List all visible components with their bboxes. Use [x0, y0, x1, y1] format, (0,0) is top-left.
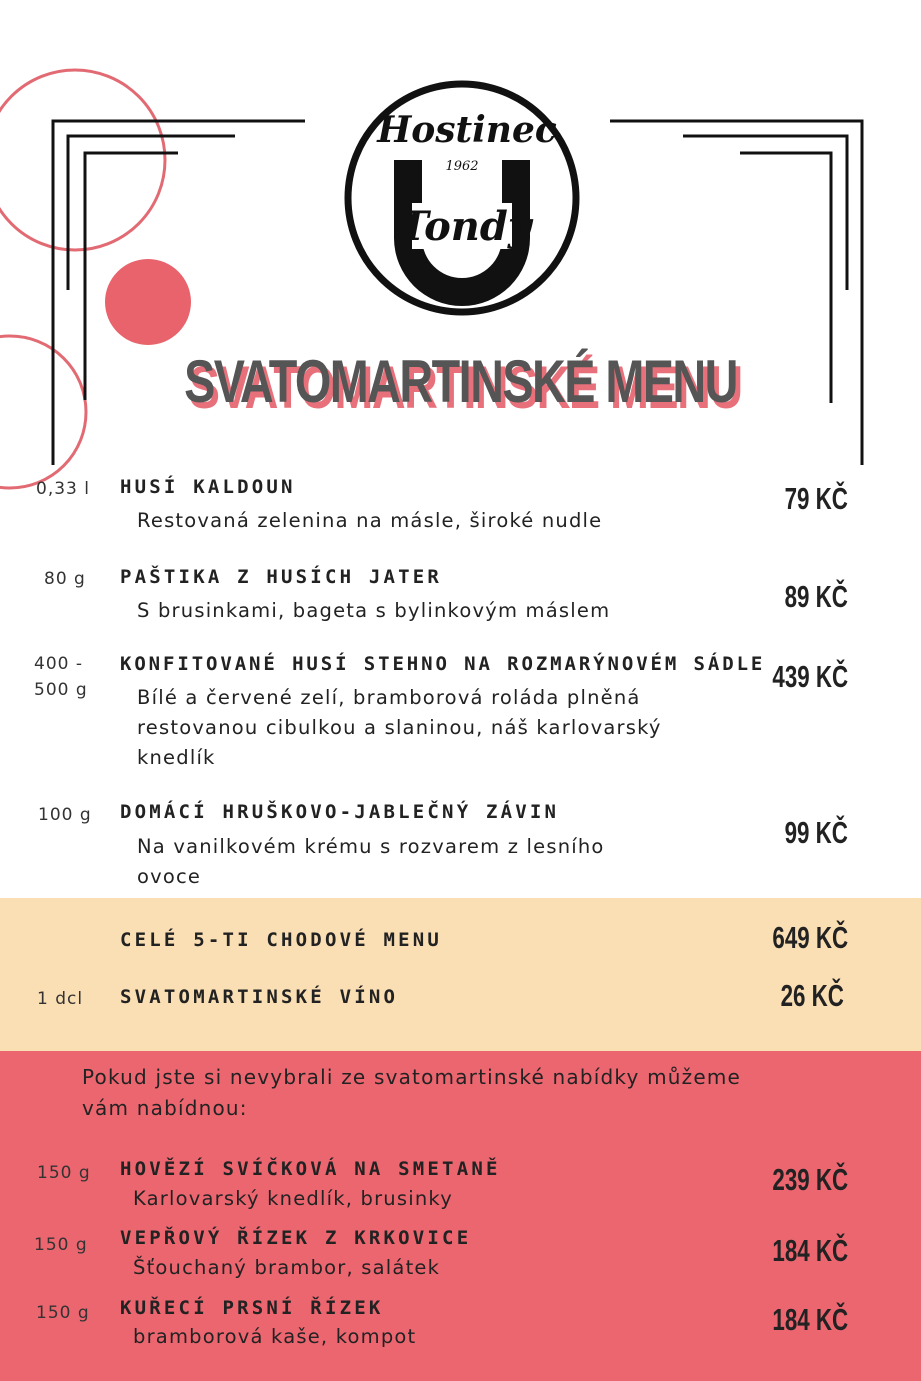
extra-item-price: 239 KČ [772, 1162, 848, 1197]
item-description: Na vanilkovém krému s rozvarem z lesního [137, 835, 605, 858]
item-price: 79 KČ [784, 481, 848, 516]
extra-item-name: KUŘECÍ PRSNÍ ŘÍZEK [120, 1297, 384, 1319]
logo-top-word: Hostinec [377, 109, 557, 151]
extra-item-weight: 150 g [34, 1235, 88, 1255]
extra-item-name: VEPŘOVÝ ŘÍZEK Z KRKOVICE [120, 1227, 472, 1249]
extra-item-description: Šťouchaný brambor, salátek [133, 1256, 441, 1279]
item-description: Bílé a červené zelí, bramborová roláda plněná [137, 686, 641, 709]
menu-total-price: 649 KČ [772, 920, 848, 955]
item-description: Restovaná zelenina na másle, široké nudle [137, 509, 603, 532]
item-description: ovoce [137, 865, 202, 888]
item-name: PAŠTIKA Z HUSÍCH JATER [120, 566, 443, 588]
item-name: DOMÁCÍ HRUŠKOVO-JABLEČNÝ ZÁVIN [120, 801, 560, 823]
decorative-ring-left [0, 336, 86, 488]
extra-offer-intro-line: Pokud jste si nevybrali ze svatomartinské nabídky můžeme [82, 1065, 742, 1089]
wine-name: SVATOMARTINSKÉ VÍNO [120, 986, 399, 1008]
item-description: knedlík [137, 746, 216, 769]
logo [348, 84, 576, 312]
extra-item-price: 184 KČ [772, 1233, 848, 1268]
menu-total-name: CELÉ 5-TI CHODOVÉ MENU [120, 929, 443, 951]
item-weight: 0,33 l [36, 479, 90, 499]
extra-item-price: 184 KČ [772, 1302, 848, 1337]
logo-year: 1962 [445, 159, 479, 174]
item-name: KONFITOVANÉ HUSÍ STEHNO NA ROZMARÝNOVÉM SÁDLE [120, 653, 766, 675]
extra-item-weight: 150 g [36, 1303, 90, 1323]
menu-title: SVATOMARTINSKÉ MENU [184, 348, 737, 415]
item-weight: 100 g [38, 805, 92, 825]
item-weight: 80 g [44, 569, 86, 589]
item-price: 99 KČ [784, 815, 848, 850]
wine-weight: 1 dcl [37, 989, 84, 1009]
extra-offer-intro-line: vám nabídnou: [82, 1096, 248, 1120]
decorative-ring-top [0, 70, 165, 250]
decorative-dot [105, 259, 191, 345]
extra-item-description: bramborová kaše, kompot [133, 1325, 417, 1348]
item-weight: 400 - [34, 654, 83, 674]
wine-price: 26 KČ [780, 978, 844, 1013]
item-weight: 500 g [34, 680, 88, 700]
logo-bottom-word: Tondy [398, 203, 532, 250]
extra-item-name: HOVĚZÍ SVÍČKOVÁ NA SMETANĚ [120, 1158, 501, 1180]
extra-item-weight: 150 g [37, 1163, 91, 1183]
item-price: 89 KČ [784, 579, 848, 614]
extra-item-description: Karlovarský knedlík, brusinky [133, 1187, 453, 1210]
item-name: HUSÍ KALDOUN [120, 476, 296, 498]
extra-offer-intro [82, 1062, 872, 1124]
item-price: 439 KČ [772, 659, 848, 694]
item-description: restovanou cibulkou a slaninou, náš karlovarský [137, 716, 662, 739]
item-description: S brusinkami, bageta s bylinkovým máslem [137, 599, 611, 622]
